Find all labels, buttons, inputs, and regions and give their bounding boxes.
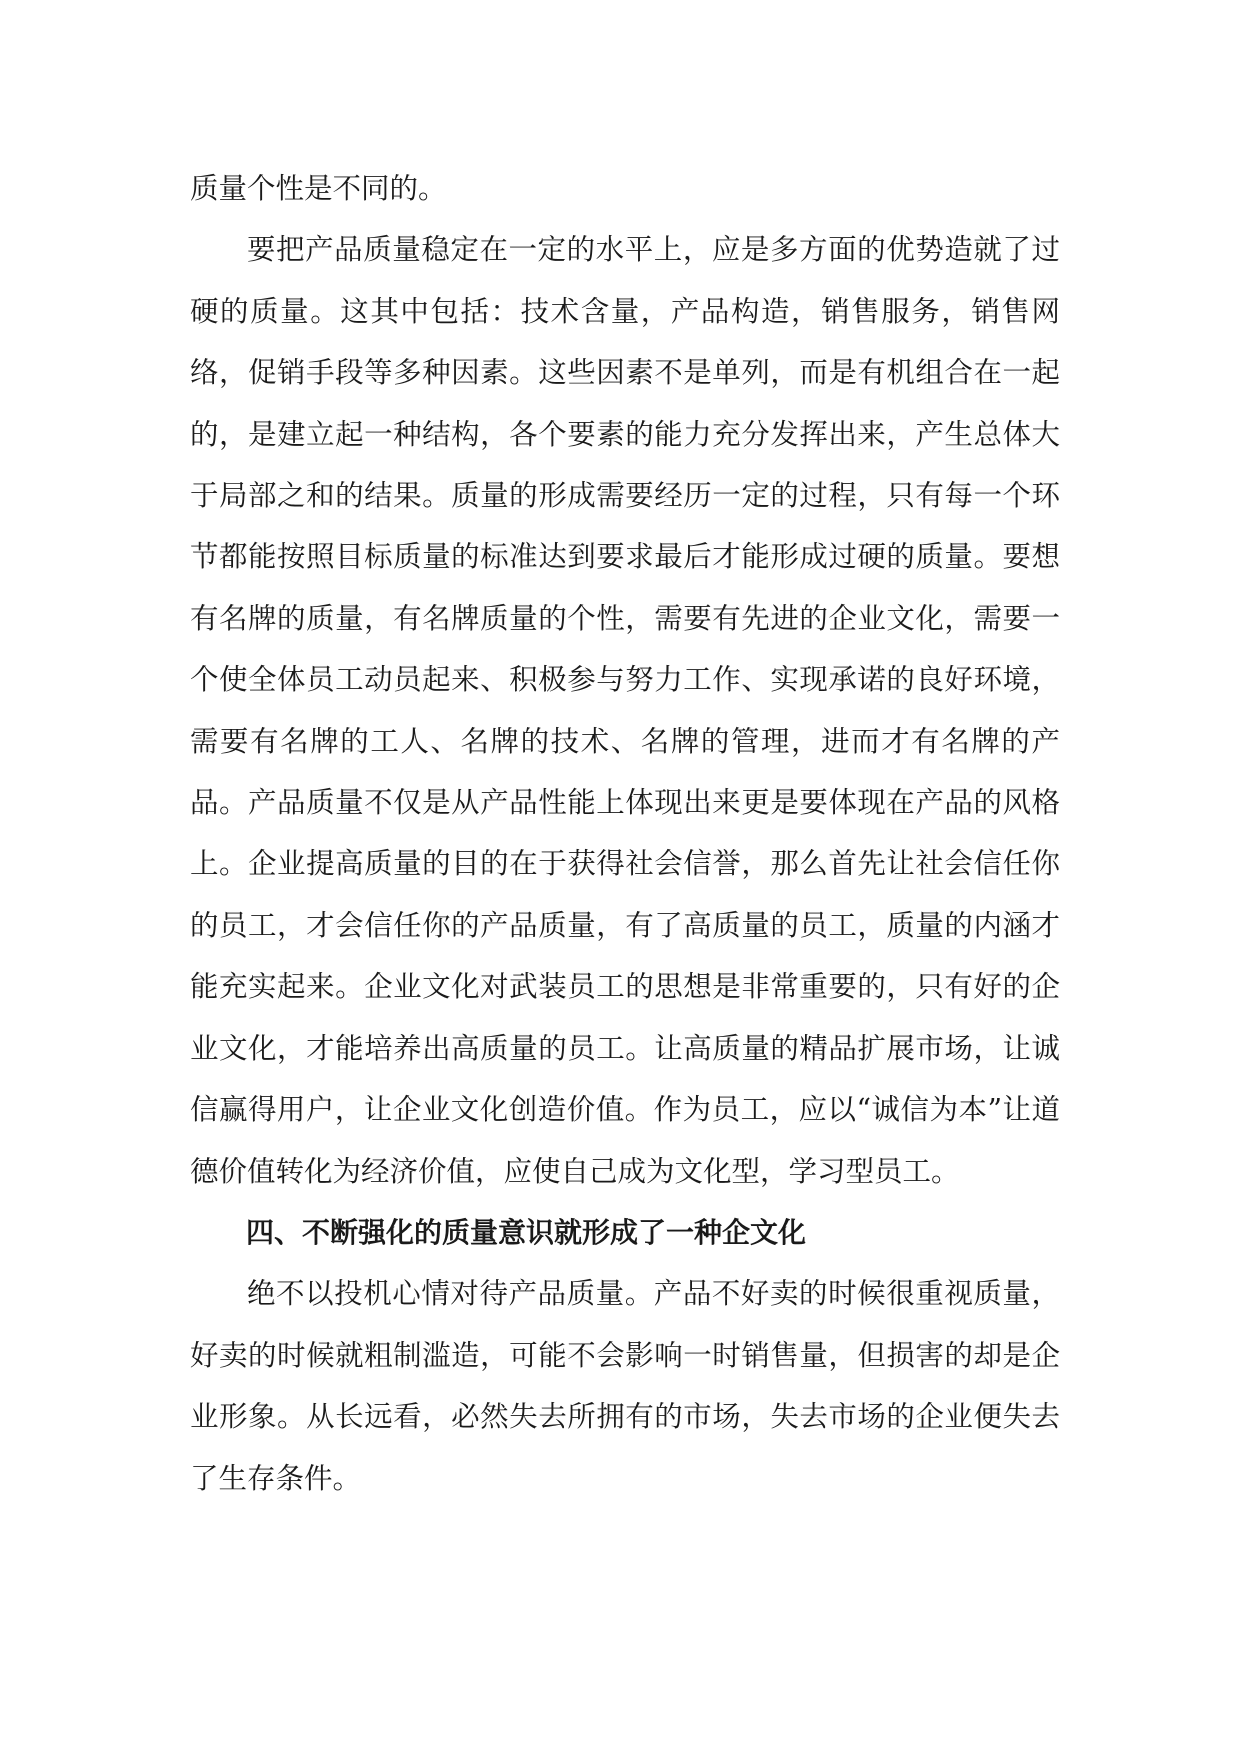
paragraph-continuation: 质量个性是不同的。 [190, 172, 447, 205]
section-heading-four: 四、不断强化的质量意识就形成了一种企文化 [246, 1215, 807, 1249]
paragraph-no-speculation: 绝不以投机心情对待产品质量。产品不好卖的时候很重视质量，好卖的时候就粗制滥造，可能不会影响一时销售量，但损害的却是企业形象。从长远看，必然失去所拥有的市场，失去市场的企业便失去了生存条件。 [190, 1277, 1060, 1495]
paragraph-quality-stability: 要把产品质量稳定在一定的水平上，应是多方面的优势造就了过硬的质量。这其中包括：技术含量，产品构造，销售服务，销售网络，促销手段等多种因素。这些因素不是单列，而是有机组合在一起的，是建立起一种结构，各个要素的能力充分发挥出来，产生总体大于局部之和的结果。质量的形成需要经历一定的过程，只有每一个环节都能按照目标质量的标准达到要求最后才能形成过硬的质量。要想有名牌的质量，有名牌质量的个性，需要有先进的企业文化，需要一个使全体员工动员起来、积极参与努力工作、实现承诺的良好环境，需要有名牌的工人、名牌的技术、名牌的管理，进而才有名牌的产品。产品质量不仅是从产品性能上体现出来更是要体现在产品的风格上。企业提高质量的目的在于获得社会信誉，那么首先让社会信任你的员工，才会信任你的产品质量，有了高质量的员工，质量的内涵才能充实起来。企业文化对武装员工的思想是非常重要的，只有好的企业文化，才能培养出高质量的员工。让高质量的精品扩展市场，让诚信赢得用户，让企业文化创造价值。作为员工，应以“诚信为本”让道德价值转化为经济价值，应使自己成为文化型，学习型员工。 [190, 233, 1060, 1188]
document-body [190, 158, 1060, 1509]
